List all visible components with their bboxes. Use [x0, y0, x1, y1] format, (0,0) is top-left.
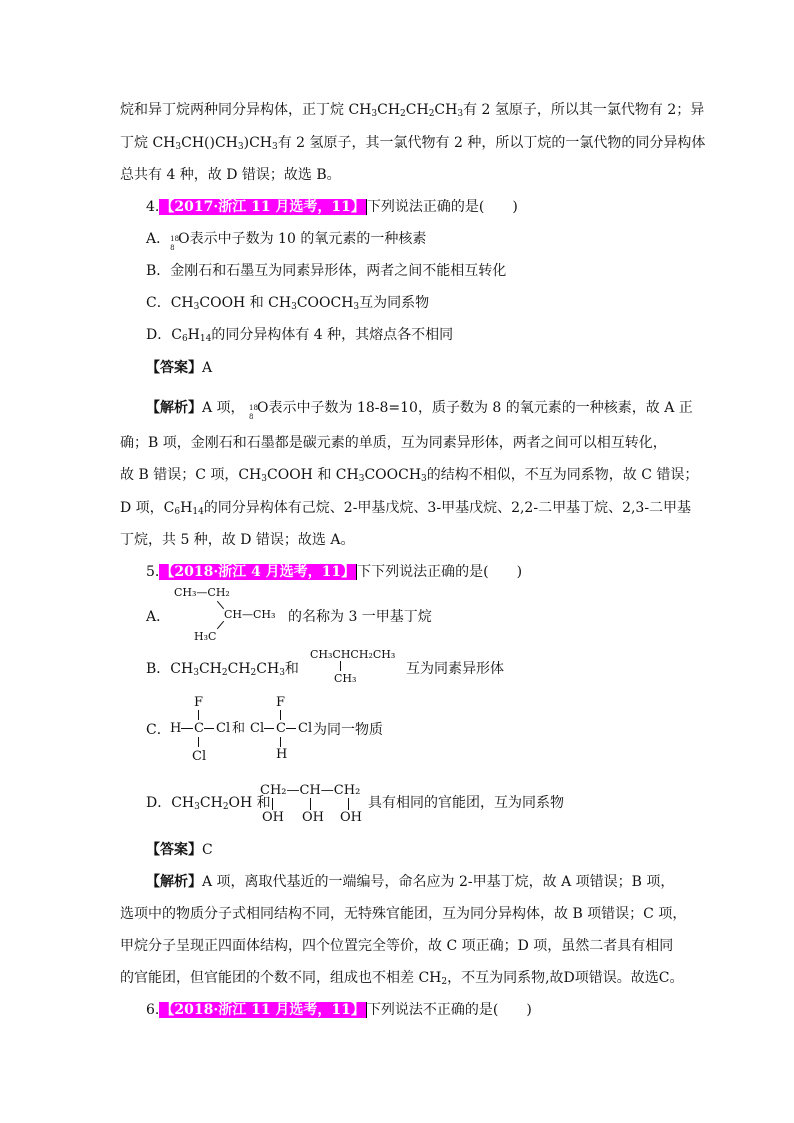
explanation-line: 甲烷分子呈现正四面体结构，四个位置完全等价，故 C 项正确；D 项，虽然二者具有相同 [120, 938, 674, 954]
question-6-stem: 6.【2018·浙江 11 月选考，11】 下列说法不正确的是( ) [146, 1002, 532, 1018]
explanation-line: 故 B 错误；C 项，$CH_3COOH$ 和 $CH_3COOCH_3$的结构不相似，不互为同系物，故 C 错误； [120, 467, 699, 484]
explanation-line: 【解析】A 项，离取代基近的一端编号，命名应为 2-甲基丁烷，故 A 项错误；B 项， [146, 874, 675, 890]
explanation-line: 选项中的物质分子式相同结构不同，无特殊官能团，互为同分异构体，故 B 项错误；C 项， [120, 906, 687, 922]
option-b: B．$CH_3CH_2CH_2CH_3$和 [146, 661, 299, 678]
option-a: A． 18 8 O表示中子数为 10 的氧元素的一种核素 [146, 231, 427, 252]
option-c: C．$CH_3COOH$ 和 $CH_3COOCH_3$互为同系物 [146, 295, 430, 312]
explanation-line: D 项，$C_6H_{14}$的同分异构体有己烷、2-甲基戊烷、3-甲基戊烷、2,2-二甲基丁烷、2,3-二甲基 [120, 500, 692, 517]
option-d: D．$CH_3CH_2OH$ 和 [146, 795, 271, 812]
option-b: B．金刚石和石墨互为同素异形体，两者之间不能相互转化 [146, 263, 507, 279]
text-line: 烷和异丁烷两种同分异构体，正丁烷 $CH_3CH_2CH_2CH_3$有 2 氢原子，所以其一氯代物有 2；异 [120, 102, 705, 119]
isotope-notation: 18 8 [170, 235, 180, 252]
text-line: 丁烷 $CH_3CH()CH_3)CH_3$有 2 氢原子，其一氯代物有 2 种，所以丁烷的一氯代物的同分异构体 [120, 135, 706, 152]
explanation-line: 的官能团，但官能团的个数不同，组成也不相差 $CH_2$，不互为同系物,故D项错误。故选C。 [120, 970, 684, 987]
answer: 【答案】C [146, 842, 213, 858]
explanation-line: 丁烷，共 5 种，故 D 错误；故选 A。 [120, 532, 355, 548]
structure-glycerol: CH₂—CH—CH₂ OH OH OH [260, 783, 362, 825]
text-line: 总共有 4 种，故 D 错误；故选 B。 [120, 167, 341, 183]
explanation-line: 【解析】A 项， 18 8 O表示中子数为 18-8=10，质子数为 8 的氧元素的一种核素，故 A 正 [146, 400, 693, 421]
source-tag: 【2017·浙江 11 月选考，11】 [160, 199, 365, 215]
source-tag: 【2018·浙江 4 月选考，11】 [160, 564, 356, 580]
question-4-stem: 4.【2017·浙江 11 月选考，11】 下列说法正确的是( ) [146, 199, 518, 215]
option-a-text: 的名称为 3 一甲基丁烷 [288, 609, 432, 625]
question-5-stem: 5.【2018·浙江 4 月选考，11】 下下列说法正确的是( ) [146, 564, 523, 580]
option-d-text: 具有相同的官能团，互为同系物 [368, 795, 564, 811]
option-c-text: 为同一物质 [313, 722, 383, 738]
structure-3-methylbutane: CH₃—CH₂ CH—CH₃ H₃C [174, 586, 276, 643]
structure-2-methylbutane: CH₃CHCH₂CH₃ CH₃ [310, 648, 396, 685]
isotope-notation: 18 8 [249, 404, 258, 421]
structure-dichlorofluoromethane: F H C Cl 和 Cl F Cl C Cl H [170, 695, 313, 764]
option-c-label: C． [146, 722, 171, 738]
option-d: D．$C_6H_{14}$的同分异构体有 4 种，其熔点各不相同 [146, 327, 454, 344]
option-a-label: A． [146, 609, 171, 625]
explanation-line: 确；B 项，金刚石和石墨都是碳元素的单质，互为同素异形体，两者之间可以相互转化， [120, 435, 667, 451]
option-b-text: 互为同素异形体 [406, 661, 504, 677]
answer: 【答案】A [146, 360, 213, 376]
source-tag: 【2018·浙江 11 月选考，11】 [160, 1002, 365, 1018]
